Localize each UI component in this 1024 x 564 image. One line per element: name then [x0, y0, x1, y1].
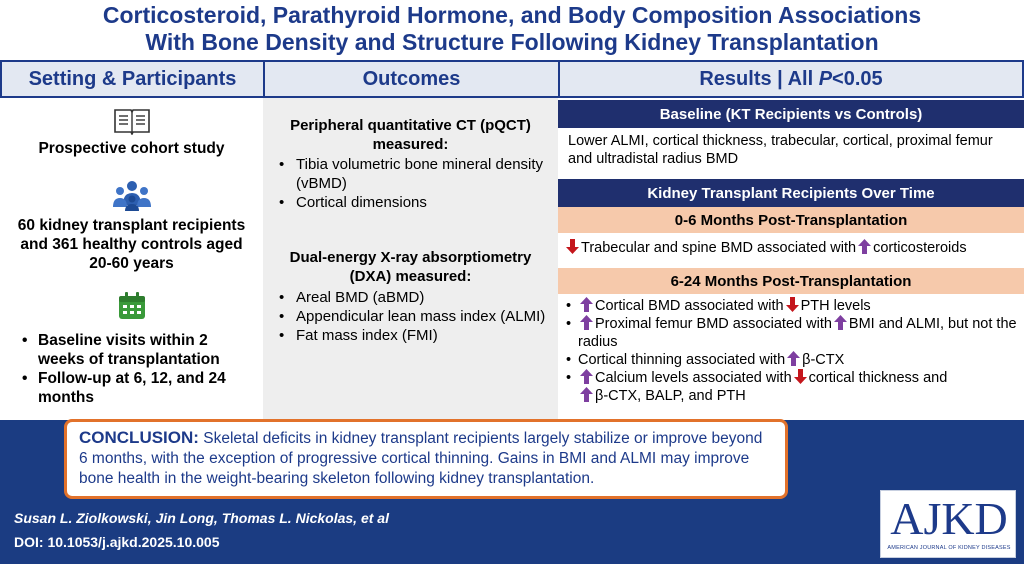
list-item: • Follow-up at 6, 12, and 24 months [22, 369, 257, 407]
finding-text: Cortical BMD associated with [595, 298, 784, 314]
results-header-p: P [818, 67, 833, 90]
list-item: • Tibia volumetric bone mineral density (vBMD) [279, 155, 549, 193]
list-item: • Fat mass index (FMI) [279, 326, 549, 345]
journal-logo [880, 490, 1016, 558]
arrow-up-icon [580, 369, 593, 384]
finding-text: β-CTX, BALP, and PTH [595, 388, 746, 404]
list-item [566, 297, 1021, 315]
early-period-header [558, 207, 1024, 233]
early-finding-text-b: corticosteroids [873, 240, 967, 256]
results-header-suffix: <0.05 [832, 67, 883, 90]
results-header [558, 60, 1024, 98]
list-item: • Cortical dimensions [279, 193, 549, 212]
late-period-header-label: 6-24 Months Post-Transplantation [670, 272, 912, 290]
authors: Susan L. Ziolkowski, Jin Long, Thomas L. Nickolas, et al [14, 510, 389, 526]
conclusion-label: CONCLUSION: [79, 428, 199, 447]
list-item: • Baseline visits within 2 weeks of transplantation [22, 331, 257, 369]
outcomes-header-label: Outcomes [362, 67, 461, 90]
calendar-icon [114, 291, 150, 321]
doi[interactable]: DOI: 10.1053/j.ajkd.2025.10.005 [14, 534, 220, 550]
late-period-header [558, 268, 1024, 294]
arrow-up-icon [580, 297, 593, 312]
early-period-finding [564, 239, 1014, 257]
arrow-down-icon [566, 239, 579, 254]
finding-text: cortical thickness and [808, 370, 948, 386]
pqct-list [279, 155, 549, 212]
book-icon [112, 106, 152, 136]
setting-header [0, 60, 263, 98]
early-finding-text-a: Trabecular and spine BMD associated with [581, 240, 857, 256]
results-header-prefix: Results | All [699, 67, 819, 90]
title-line-2: With Bone Density and Structure Following Kidney Transplantation [145, 29, 879, 55]
arrow-up-icon [858, 239, 871, 254]
study-type: Prospective cohort study [38, 140, 225, 157]
list-item [566, 369, 1021, 405]
logo-wordmark: AJKD [890, 493, 1008, 544]
finding-text: β-CTX [802, 352, 845, 368]
results-header-label [699, 68, 882, 91]
dxa-heading: Dual-energy X-ray absorptiometry (DXA) measured: [289, 249, 532, 285]
arrow-up-icon [834, 315, 847, 330]
finding-text: Proximal femur BMD associated with [595, 316, 832, 332]
outcomes-column [263, 98, 558, 420]
arrow-up-icon [580, 387, 593, 402]
pqct-heading: Peripheral quantitative CT (pQCT) measured: [290, 117, 531, 153]
baseline-text: Lower ALMI, cortical thickness, trabecular, cortical, proximal femur and ultradistal radius BMD [568, 133, 993, 167]
finding-text: PTH levels [800, 298, 871, 314]
dxa-list [279, 288, 549, 345]
setting-header-label: Setting & Participants [28, 67, 237, 90]
list-item: • Areal BMD (aBMD) [279, 288, 549, 307]
conclusion-box [64, 419, 788, 499]
arrow-up-icon [580, 315, 593, 330]
over-time-header-label: Kidney Transplant Recipients Over Time [647, 184, 935, 202]
list-item [566, 351, 1021, 369]
outcomes-header [263, 60, 558, 98]
finding-text: Calcium levels associated with [595, 370, 792, 386]
list-item [566, 315, 1021, 351]
people-group-icon [111, 178, 153, 212]
late-period-list [566, 297, 1021, 405]
conclusion-text: Skeletal deficits in kidney transplant recipients largely stabilize or improve beyond 6 months, with the exception of progressive cortical thinning. Gains in BMI and ALMI may improve bone health in the weight-bearing skeleton following kidney transplantation. [79, 430, 763, 487]
participants-text: 60 kidney transplant recipients and 361 healthy controls aged 20-60 years [17, 217, 246, 272]
early-period-header-label: 0-6 Months Post-Transplantation [674, 211, 908, 229]
arrow-down-icon [786, 297, 799, 312]
arrow-up-icon [787, 351, 800, 366]
baseline-header [558, 100, 1024, 128]
finding-text: BMI and ALMI, but not the radius [578, 316, 1017, 350]
setting-column [0, 98, 263, 420]
baseline-header-label: Baseline (KT Recipients vs Controls) [659, 105, 923, 123]
over-time-header [558, 179, 1024, 207]
page-title [0, 2, 1024, 56]
logo-subtitle: AMERICAN JOURNAL OF KIDNEY DISEASES [887, 545, 1011, 551]
results-column [558, 98, 1024, 420]
list-item: • Appendicular lean mass index (ALMI) [279, 307, 549, 326]
title-line-1: Corticosteroid, Parathyroid Hormone, and Body Composition Associations [102, 2, 922, 28]
finding-text: Cortical thinning associated with [578, 352, 786, 368]
arrow-down-icon [794, 369, 807, 384]
visit-schedule-list [22, 331, 257, 407]
